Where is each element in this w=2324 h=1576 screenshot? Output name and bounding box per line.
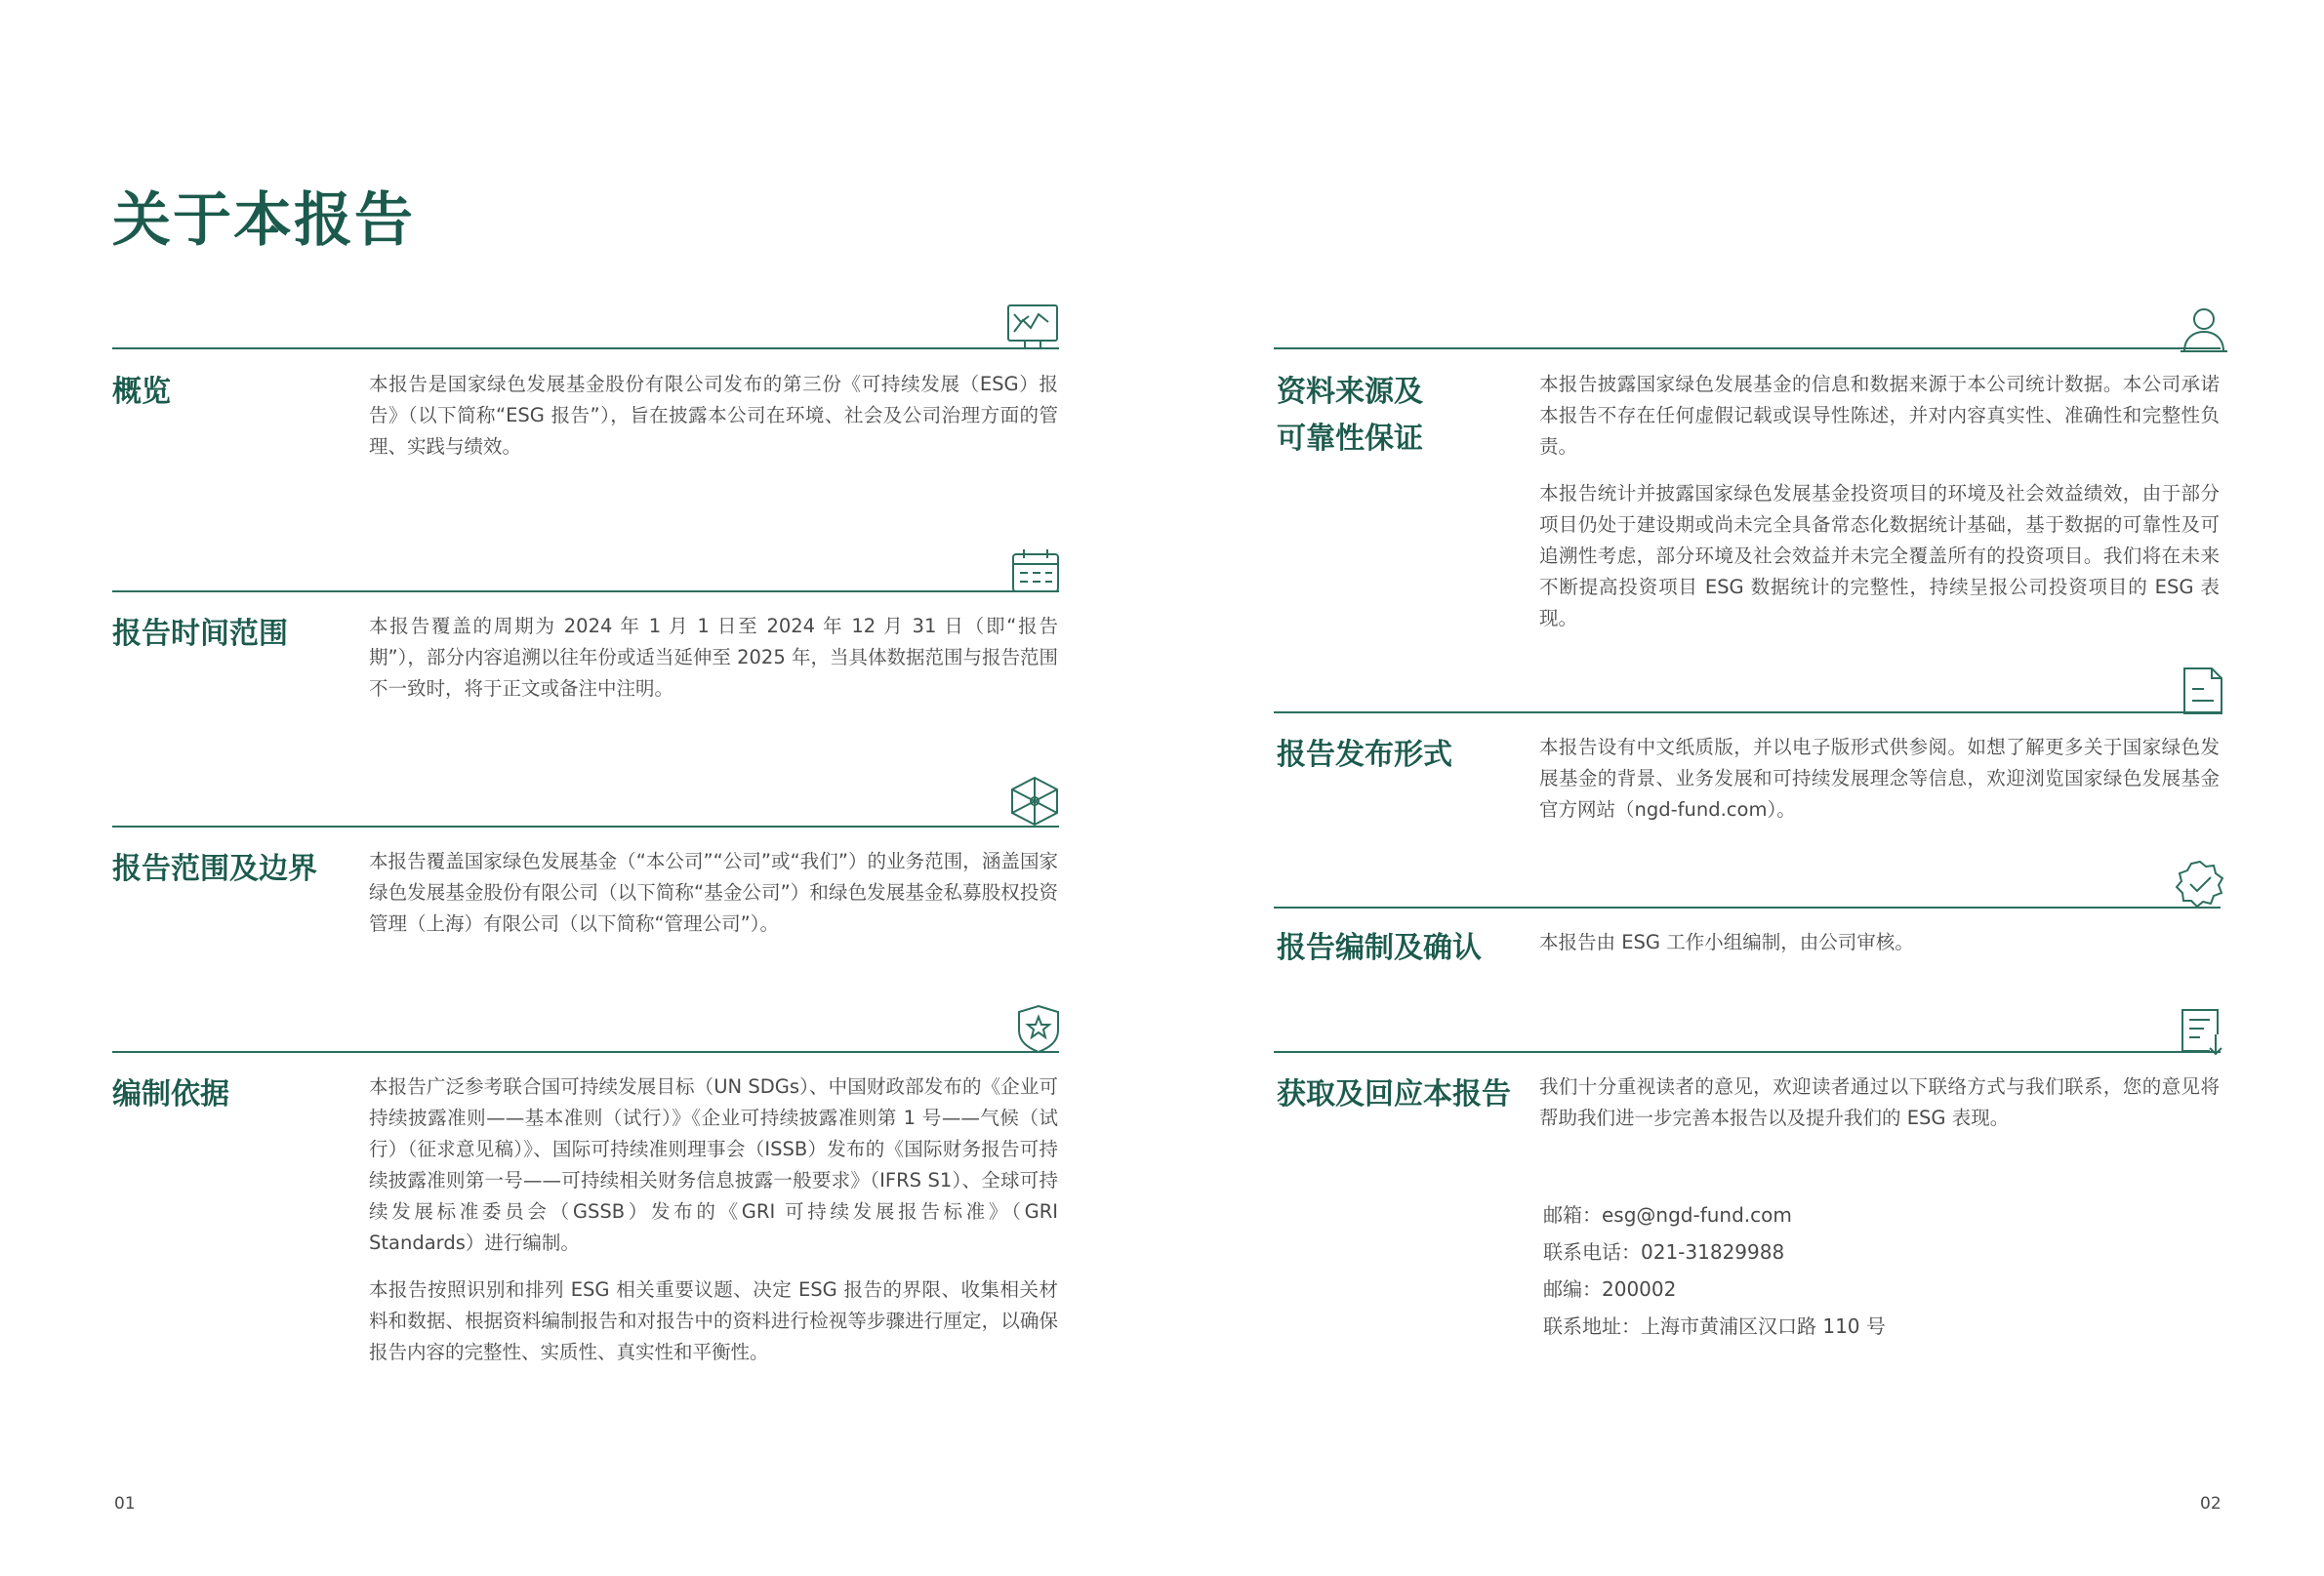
section-body-reliability — [1539, 369, 2220, 650]
section-body-preparation — [1539, 927, 2220, 974]
section-body-basis — [369, 1071, 1058, 1384]
section-heading-scope: 报告范围及边界 — [112, 852, 317, 886]
section-divider — [1274, 907, 2221, 909]
calendar-icon — [1009, 546, 1064, 597]
section-heading-format: 报告发布形式 — [1277, 738, 1452, 772]
paragraph: 本报告覆盖的周期为 2024 年 1 月 1 日至 2024 年 12 月 31 日（即“报告期”），部分内容追溯以往年份或适当延伸至 2025 年，当具体数据范围与报告范围不一致时，将于正文或备注中注明。 — [369, 615, 1058, 700]
section-heading-reliability — [1277, 369, 1423, 463]
paragraph: 本报告统计并披露国家绿色发展基金投资项目的环境及社会效益绩效，由于部分项目仍处于建设期或尚未完全具备常态化数据统计基础，基于数据的可靠性及可追溯性考虑，部分环境及社会效益并未完全覆盖所有的投资项目。我们将在未来不断提高投资项目 ESG 数据统计的完整性，持续呈报公司投资项目的 ESG 表现。 — [1539, 482, 2220, 629]
section-body-period — [369, 611, 1058, 720]
heading-line: 可靠性保证 — [1277, 422, 1423, 456]
contact-postcode: 邮编：200002 — [1543, 1277, 1677, 1301]
paragraph: 本报告广泛参考联合国可持续发展目标（UN SDGs）、中国财政部发布的《企业可持续披露准则——基本准则（试行）》《企业可持续披露准则第 1 号——气候（试行）（征求意见稿）》、国际可持续准则理事会（ISSB）发布的《国际财务报告可持续披露准则第一号——可持续相关财务信息披露一般要求》（IFRS S1）、全球可持续发展标准委员会（GSSB）发布的《GRI 可持续发展报告标准》（GRI Standards）进行编制。 — [369, 1075, 1058, 1254]
contact-email: 邮箱：esg@ngd-fund.com — [1543, 1203, 1792, 1227]
check-badge-icon — [2173, 859, 2227, 909]
download-document-icon — [2175, 1005, 2229, 1056]
paragraph: 本报告是国家绿色发展基金股份有限公司发布的第三份《可持续发展（ESG）报告》（以下简称“ESG 报告”），旨在披露本公司在环境、社会及公司治理方面的管理、实践与绩效。 — [369, 373, 1058, 458]
paragraph: 本报告按照识别和排列 ESG 相关重要议题、决定 ESG 报告的界限、收集相关材料和数据、根据资料编制报告和对报告中的资料进行检视等步骤进行厘定，以确保报告内容的完整性、实质性、真实性和平衡性。 — [369, 1278, 1058, 1363]
star-shield-icon — [1011, 1003, 1066, 1054]
paragraph: 本报告覆盖国家绿色发展基金（“本公司”“公司”或“我们”）的业务范围，涵盖国家绿色发展基金股份有限公司（以下简称“基金公司”）和绿色发展基金私募股权投资管理（上海）有限公司（以下简称“管理公司”）。 — [369, 850, 1058, 935]
page-title: 关于本报告 — [112, 186, 415, 255]
section-heading-feedback: 获取及回应本报告 — [1277, 1077, 1511, 1111]
paragraph: 本报告由 ESG 工作小组编制，由公司审核。 — [1539, 931, 1914, 953]
section-divider — [1274, 1051, 2221, 1053]
section-divider — [1274, 347, 2221, 349]
section-body-overview — [369, 369, 1058, 478]
section-heading-basis: 编制依据 — [112, 1077, 229, 1111]
section-divider — [112, 590, 1059, 592]
paragraph: 本报告披露国家绿色发展基金的信息和数据来源于本公司统计数据。本公司承诺本报告不存在任何虚假记载或误导性陈述，并对内容真实性、准确性和完整性负责。 — [1539, 373, 2220, 458]
section-divider — [112, 1051, 1059, 1053]
contact-info — [1543, 1196, 1886, 1345]
section-heading-overview: 概览 — [112, 375, 171, 409]
paragraph: 我们十分重视读者的意见，欢迎读者通过以下联络方式与我们联系，您的意见将帮助我们进一步完善本报告以及提升我们的 ESG 表现。 — [1539, 1075, 2220, 1129]
section-divider — [112, 826, 1059, 828]
chart-monitor-icon — [1005, 303, 1060, 353]
contact-phone: 联系电话：021-31829988 — [1543, 1240, 1785, 1264]
section-divider — [112, 347, 1059, 349]
page-number-right: 02 — [2200, 1494, 2222, 1514]
section-body-feedback — [1539, 1071, 2220, 1150]
section-divider — [1274, 711, 2221, 713]
section-body-format — [1539, 732, 2220, 841]
section-body-scope — [369, 846, 1058, 955]
paragraph: 本报告设有中文纸质版，并以电子版形式供参阅。如想了解更多关于国家绿色发展基金的背景、业务发展和可持续发展理念等信息，欢迎浏览国家绿色发展基金官方网站（ngd-fund.com）。 — [1539, 736, 2220, 821]
contact-address: 联系地址：上海市黄浦区汉口路 110 号 — [1543, 1314, 1886, 1338]
page-number-left: 01 — [114, 1494, 136, 1514]
section-heading-preparation: 报告编制及确认 — [1277, 931, 1482, 965]
section-heading-period: 报告时间范围 — [112, 617, 288, 651]
person-user-icon — [2177, 304, 2231, 355]
document-icon — [2175, 666, 2229, 716]
heading-line: 资料来源及 — [1277, 375, 1423, 409]
network-cube-icon — [1007, 775, 1062, 826]
